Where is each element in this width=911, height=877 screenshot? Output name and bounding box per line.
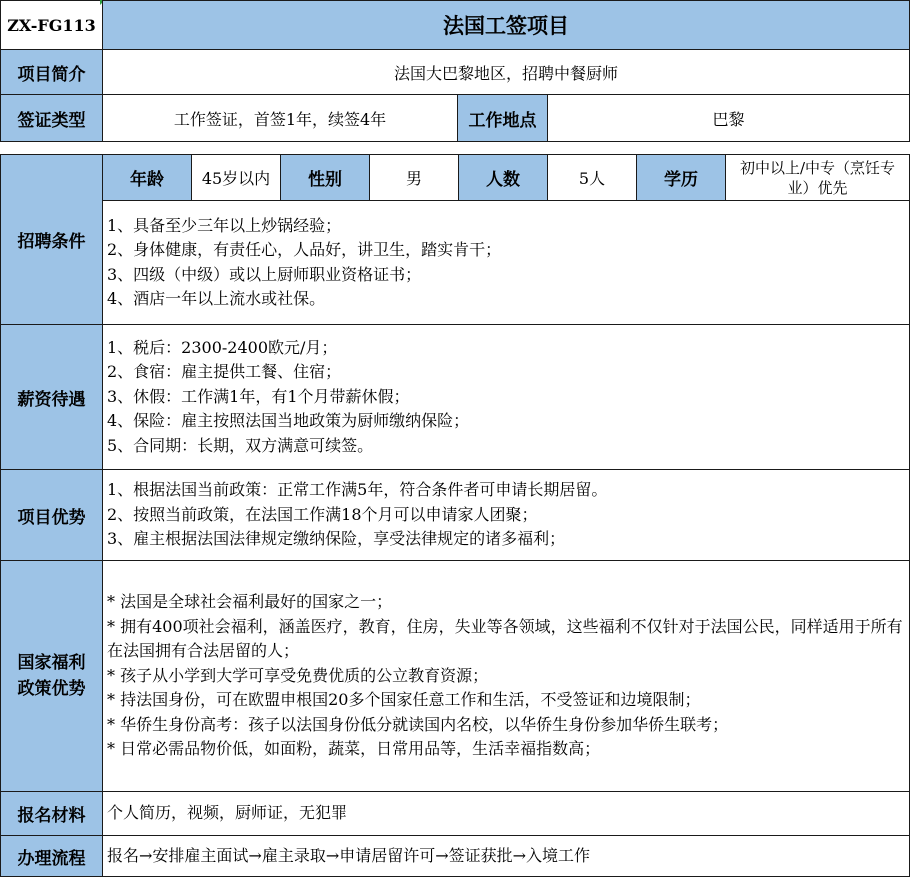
welfare-line: * 华侨生身份高考：孩子以法国身份低分就读国内名校，以华侨生身份参加华侨生联考； — [107, 714, 729, 734]
gender-label — [280, 154, 370, 201]
count-value-text: 5人 — [578, 169, 606, 188]
welfare-line: * 孩子从小学到大学可享受免费优质的公立教育资源； — [107, 665, 489, 685]
age-value — [191, 154, 281, 201]
edu-value-text: 初中以上/中专（烹饪专业）优先 — [739, 158, 896, 197]
welfare-label-line: 国家福利 — [17, 653, 86, 673]
advantage-label-text: 项目优势 — [17, 507, 86, 528]
materials-label-text: 报名材料 — [17, 806, 86, 826]
materials-value-text: 个人简历，视频，厨师证，无犯罪 — [107, 803, 348, 823]
gender-label-text: 性别 — [308, 170, 342, 190]
intro-label-text: 项目简介 — [17, 64, 86, 85]
project-code — [0, 0, 103, 50]
recruit-requirements — [102, 200, 910, 325]
salary-line: 1、税后：2300-2400欧元/月； — [107, 337, 338, 357]
process-label-text: 办理流程 — [17, 848, 86, 869]
age-label — [102, 154, 192, 201]
location-label — [457, 94, 548, 142]
recruit-label — [0, 154, 103, 325]
advantage-line: 3、雇主根据法国法律规定缴纳保险，享受法律规定的诸多福利； — [107, 529, 566, 549]
intro-value — [102, 49, 910, 95]
salary-line: 2、食宿：雇主提供工餐、住宿； — [107, 362, 342, 382]
welfare-label — [0, 560, 103, 792]
salary-details — [102, 324, 910, 470]
visa-value-text: 工作签证，首签1年，续签4年 — [173, 109, 387, 129]
process-label — [0, 835, 103, 877]
count-value — [547, 154, 637, 201]
welfare-line: * 法国是全球社会福利最好的国家之一； — [107, 592, 393, 612]
advantage-line: 1、根据法国当前政策：正常工作满5年，符合条件者可申请长期居留。 — [107, 480, 608, 500]
count-label-text: 人数 — [486, 170, 520, 190]
location-value — [547, 94, 910, 142]
recruit-line: 1、具备至少三年以上炒锅经验； — [107, 215, 342, 235]
intro-label — [0, 49, 103, 95]
recruit-line: 3、四级（中级）或以上厨师职业资格证书； — [107, 264, 422, 284]
edu-value — [725, 154, 910, 201]
advantage-label — [0, 469, 103, 561]
salary-label — [0, 324, 103, 470]
materials-value — [102, 791, 910, 836]
page-title-text: 法国工签项目 — [443, 13, 569, 38]
welfare-label-line: 政策优势 — [17, 679, 86, 699]
visa-label — [0, 94, 103, 142]
salary-line: 5、合同期：长期，双方满意可续签。 — [107, 435, 374, 455]
salary-label-text: 薪资待遇 — [17, 389, 86, 410]
process-value — [102, 835, 910, 877]
age-value-text: 45岁以内 — [201, 169, 271, 188]
page-title — [102, 0, 910, 50]
process-value-text: 报名→安排雇主面试→雇主录取→申请居留许可→签证获批→入境工作 — [107, 845, 591, 865]
salary-line: 3、休假：工作满1年，有1个月带薪休假； — [107, 386, 410, 406]
visa-value — [102, 94, 458, 142]
edu-label — [636, 154, 726, 201]
intro-value-text: 法国大巴黎地区，招聘中餐厨师 — [393, 63, 618, 83]
salary-line: 4、保险：雇主按照法国当地政策为厨师缴纳保险； — [107, 411, 470, 431]
gender-value — [369, 154, 459, 201]
welfare-line: * 日常必需品物价低，如面粉，蔬菜，日常用品等，生活幸福指数高； — [107, 739, 601, 759]
recruit-line: 2、身体健康，有责任心，人品好，讲卫生，踏实肯干； — [107, 240, 502, 259]
advantage-line: 2、按照当前政策，在法国工作满18个月可以申请家人团聚； — [107, 504, 538, 524]
welfare-line: * 持法国身份，可在欧盟申根国20多个国家任意工作和生活，不受签证和边境限制； — [107, 690, 701, 710]
location-label-text: 工作地点 — [468, 110, 537, 131]
welfare-line: * 拥有400项社会福利，涵盖医疗，教育，住房，失业等各领域，这些福利不仅针对于法国公民，同样适用于所有在法国拥有合法居留的人； — [107, 616, 903, 661]
recruit-label-text: 招聘条件 — [17, 232, 86, 252]
project-code-text: ZX-FG113 — [7, 15, 96, 35]
age-label-text: 年龄 — [130, 170, 164, 190]
visa-label-text: 签证类型 — [17, 110, 86, 131]
count-label — [458, 154, 548, 201]
advantage-details — [102, 469, 910, 561]
location-value-text: 巴黎 — [712, 109, 745, 129]
materials-label — [0, 791, 103, 836]
recruit-line: 4、酒店一年以上流水或社保。 — [107, 289, 326, 308]
edu-label-text: 学历 — [664, 170, 698, 190]
gender-value-text: 男 — [405, 169, 422, 188]
welfare-details — [102, 560, 910, 792]
